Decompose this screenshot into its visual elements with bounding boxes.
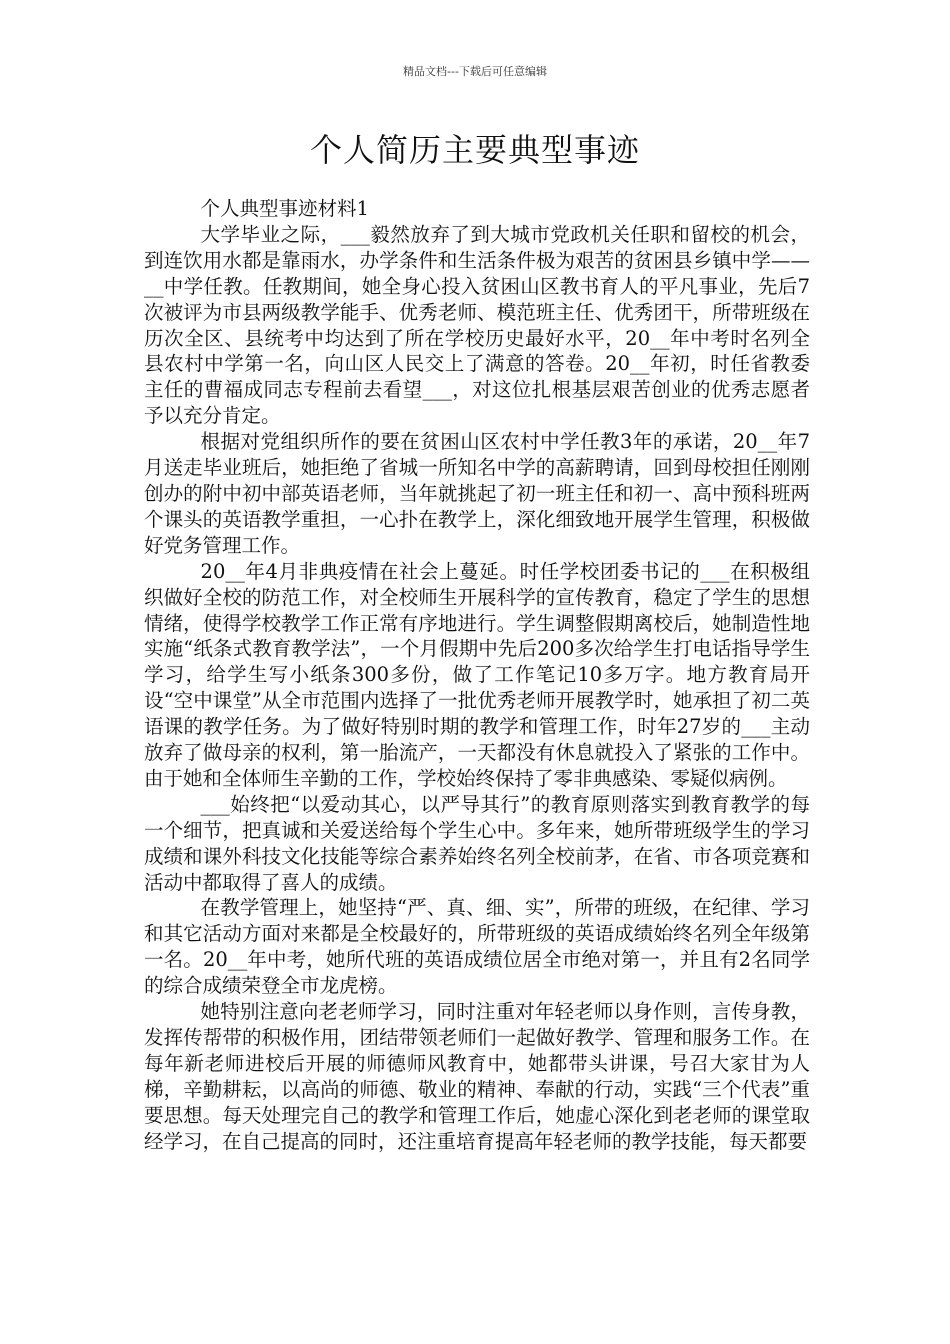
- body-paragraph: ___始终把“以爱动其心，以严导其行”的教育原则落实到教育教学的每一个细节，把真诚和关爱送给每个学生心中。多年来，她所带班级学生的学习成绩和课外科技文化技能等综合素养始终名列全校前茅，在省、市各项竞赛和活动中都取得了喜人的成绩。: [144, 792, 810, 894]
- body-paragraph: 根据对党组织所作的要在贫困山区农村中学任教3年的承诺，20__年7月送走毕业班后，她拒绝了省城一所知名中学的高薪聘请，回到母校担任刚刚创办的附中初中部英语老师，当年就挑起了初一班主任和初一、高中预科班两个课头的英语教学重担，一心扑在教学上，深化细致地开展学生管理，积极做好党务管理工作。: [144, 430, 810, 557]
- body-paragraph: 大学毕业之际，___毅然放弃了到大城市党政机关任职和留校的机会，到连饮用水都是靠雨水，办学条件和生活条件极为艰苦的贫困县乡镇中学——__中学任教。任教期间，她全身心投入贫困山区教书育人的平凡事业，先后7次被评为市县两级教学能手、优秀老师、模范班主任、优秀团干，所带班级在历次全区、县统考中均达到了所在学校历史最好水平，20__年中考时名列全县农村中学第一名，向山区人民交上了满意的答卷。20__年初，时任省教委主任的曹福成同志专程前去看望___，对这位扎根基层艰苦创业的优秀志愿者予以充分肯定。: [144, 222, 810, 428]
- document-body: [144, 196, 810, 1155]
- page-header: 精品文档---下载后可任意编辑: [403, 65, 547, 78]
- body-paragraph: 在教学管理上，她坚持“严、真、细、实”，所带的班级，在纪律、学习和其它活动方面对来都是全校最好的，所带班级的英语成绩始终名列全年级第一名。20__年中考，她所代班的英语成绩位居全市绝对第一，并且有2名同学的综合成绩荣登全市龙虎榜。: [144, 896, 810, 998]
- document-title: 个人简历主要典型事迹: [309, 131, 640, 169]
- body-paragraph: 20__年4月非典疫情在社会上蔓延。时任学校团委书记的___在积极组织做好全校的防范工作，对全校师生开展科学的宣传教育，稳定了学生的思想情绪，使得学校教学工作正常有序地进行。学生调整假期离校后，她制造性地实施“纸条式教育教学法”，一个月假期中先后200多次给学生打电话指导学生学习，给学生写小纸条300多份，做了工作笔记10多万字。地方教育局开设“空中课堂”从全市范围内选择了一批优秀老师开展教学时，她承担了初二英语课的教学任务。为了做好特别时期的教学和管理工作，时年27岁的___主动放弃了做母亲的权利，第一胎流产，一天都没有休息就投入了紧张的工作中。由于她和全体师生辛勤的工作，学校始终保持了零非典感染、零疑似病例。: [144, 559, 810, 790]
- body-paragraph: 她特别注意向老老师学习，同时注重对年轻老师以身作则，言传身教，发挥传帮带的积极作用，团结带领老师们一起做好教学、管理和服务工作。在每年新老师进校后开展的师德师风教育中，她都带头讲课，号召大家甘为人梯，辛勤耕耘，以高尚的师德、敬业的精神、奉献的行动，实践“三个代表”重要思想。每天处理完自己的教学和管理工作后，她虚心深化到老老师的课堂取经学习，在自己提高的同时，还注重培育提高年轻老师的教学技能，每天都要: [144, 1000, 810, 1153]
- section-subtitle: 个人典型事迹材料1: [200, 197, 369, 220]
